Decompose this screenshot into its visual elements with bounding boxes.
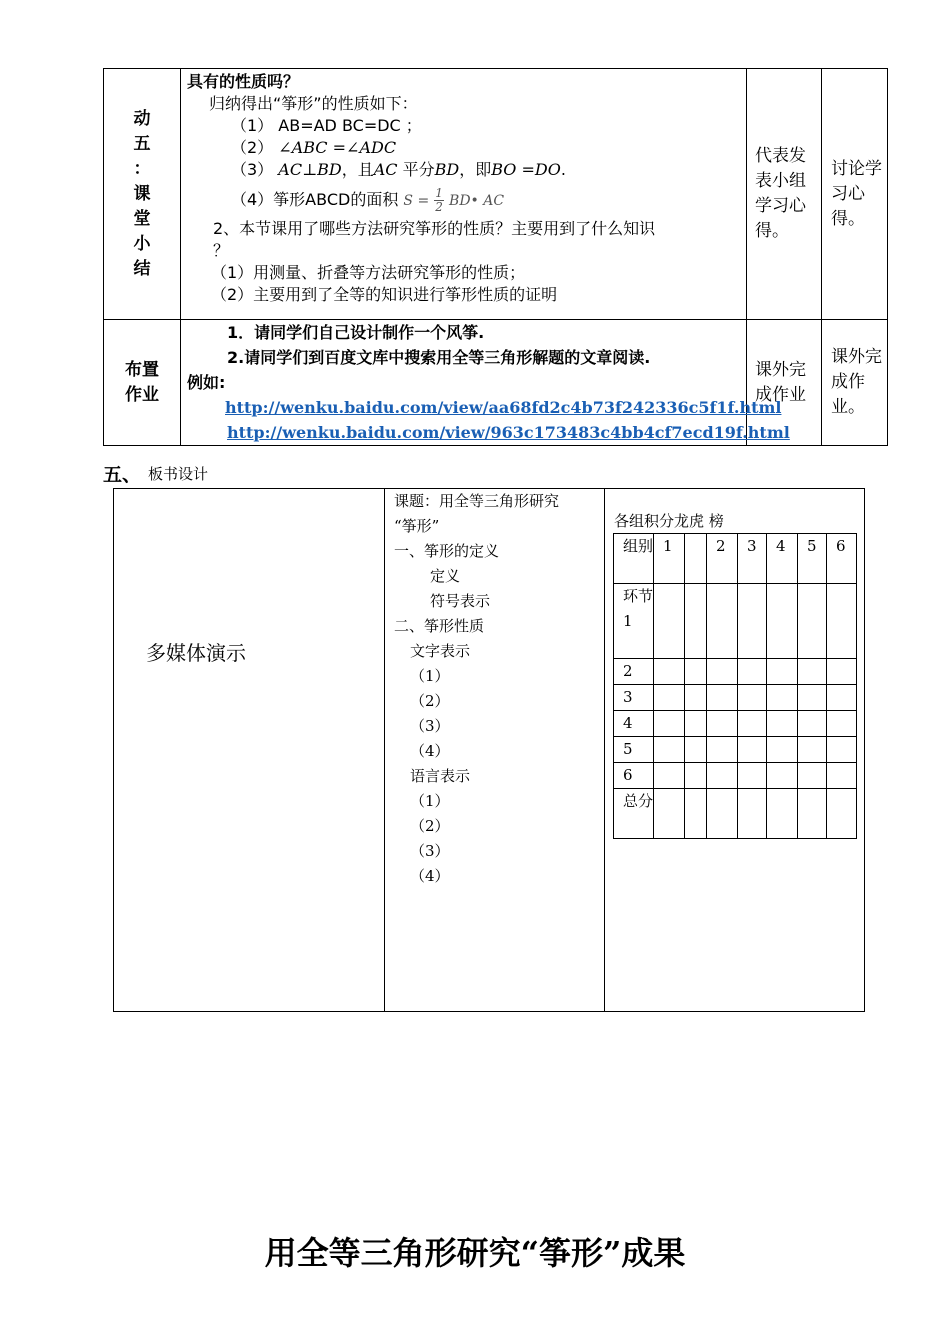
homework-item-2: 2.请同学们到百度文库中搜索用全等三角形解题的文章阅读. — [227, 348, 651, 367]
summary-line: 归纳得出“筝形”的性质如下： — [209, 94, 418, 113]
score-cell[interactable] — [707, 763, 738, 789]
summary-content-cell — [181, 69, 747, 320]
section-title: 板书设计 — [148, 465, 209, 483]
text-part: ，即 — [459, 160, 492, 179]
score-header-cell: 组别 — [614, 534, 654, 584]
board-column-outline — [385, 489, 605, 1011]
outline-line: 二、筝形性质 — [394, 617, 485, 635]
stage-char: 五 — [133, 133, 151, 154]
score-cell[interactable] — [767, 763, 798, 789]
score-header-cell: 3 — [738, 534, 767, 584]
score-row — [614, 711, 857, 737]
answer-1: （1）用测量、折叠等方法研究筝形的性质； — [211, 263, 526, 282]
score-cell[interactable] — [707, 659, 738, 685]
multimedia-label: 多媒体演示 — [146, 641, 246, 665]
wenku-link-1[interactable]: http://wenku.baidu.com/view/aa68fd2c4b73f242336c5f1f.html — [225, 398, 782, 417]
outline-line: （4） — [410, 867, 450, 885]
area-formula-rest: BD• AC — [449, 193, 505, 209]
score-cell[interactable] — [707, 685, 738, 711]
board-column-media — [114, 489, 385, 1011]
score-cell[interactable] — [654, 737, 685, 763]
score-cell[interactable] — [685, 711, 707, 737]
stage-char: ： — [133, 158, 151, 179]
score-cell[interactable] — [798, 659, 827, 685]
score-cell[interactable] — [798, 737, 827, 763]
outline-line: 一、筝形的定义 — [394, 542, 500, 560]
score-cell[interactable] — [798, 584, 827, 659]
stage-char: 课 — [133, 183, 151, 204]
score-cell[interactable] — [685, 659, 707, 685]
score-row — [614, 685, 857, 711]
property-3 — [187, 159, 746, 181]
score-row-label: 4 — [614, 711, 654, 737]
score-header-cell: 2 — [707, 534, 738, 584]
property-4 — [187, 183, 746, 218]
score-cell[interactable] — [738, 584, 767, 659]
score-cell[interactable] — [685, 584, 707, 659]
score-cell[interactable] — [827, 789, 857, 839]
wenku-link-2[interactable]: http://wenku.baidu.com/view/963c173483c4bb4cf7ecd19f.html — [227, 423, 790, 442]
score-cell[interactable] — [685, 763, 707, 789]
question-2: 2、本节课用了哪些方法研究筝形的性质？主要用到了什么知识 — [213, 219, 656, 238]
score-row-label: 2 — [614, 659, 654, 685]
score-cell[interactable] — [738, 737, 767, 763]
formula-part: BD — [434, 160, 460, 179]
outline-line: 定义 — [430, 567, 461, 585]
outline-line: 符号表示 — [430, 592, 491, 610]
score-cell[interactable] — [767, 737, 798, 763]
score-cell[interactable] — [707, 789, 738, 839]
score-cell[interactable] — [767, 659, 798, 685]
property-label: （2） — [231, 138, 274, 157]
area-formula-s: S = — [403, 193, 430, 209]
property-formula: ∠ABC =∠ADC — [278, 138, 397, 157]
score-cell[interactable] — [798, 711, 827, 737]
score-cell[interactable] — [827, 763, 857, 789]
next-section-title: 用全等三角形研究“筝形”成果 — [264, 1234, 686, 1272]
outline-line: （3） — [410, 717, 450, 735]
score-row — [614, 763, 857, 789]
score-cell[interactable] — [827, 737, 857, 763]
score-row-label: 5 — [614, 737, 654, 763]
stage-label: 作业 — [125, 384, 159, 405]
question-2-cont: ？ — [213, 241, 230, 260]
score-header-cell — [685, 534, 707, 584]
homework-stage-cell — [104, 320, 181, 446]
summary-row — [104, 69, 888, 320]
outline-line: 语言表示 — [410, 767, 471, 785]
score-cell[interactable] — [707, 584, 738, 659]
score-cell[interactable] — [738, 711, 767, 737]
board-outline — [394, 489, 559, 889]
score-row-total — [614, 789, 857, 839]
outline-line: （4） — [410, 742, 450, 760]
homework-example-label: 例如: — [187, 373, 226, 392]
score-cell[interactable] — [654, 584, 685, 659]
outline-line: （2） — [410, 692, 450, 710]
stage-char: 结 — [133, 258, 151, 279]
score-cell[interactable] — [738, 685, 767, 711]
score-header-cell: 4 — [767, 534, 798, 584]
score-cell[interactable] — [767, 711, 798, 737]
score-cell[interactable] — [767, 685, 798, 711]
answer-2: （2）主要用到了全等的知识进行筝形性质的证明 — [211, 285, 558, 304]
homework-row — [104, 320, 888, 446]
property-2 — [187, 137, 746, 159]
score-row-label: 环节1 — [614, 584, 654, 659]
outline-line: （1） — [410, 792, 450, 810]
score-cell[interactable] — [685, 737, 707, 763]
homework-item-1: 1．请同学们自己设计制作一个风筝. — [227, 323, 485, 342]
fraction — [434, 187, 444, 214]
formula-part: AC⊥BD — [278, 160, 342, 179]
outline-line: “筝形” — [394, 517, 440, 535]
score-row — [614, 584, 857, 659]
score-cell[interactable] — [798, 685, 827, 711]
text-part: 平分 — [397, 160, 435, 179]
score-header-cell: 6 — [827, 534, 857, 584]
score-row — [614, 737, 857, 763]
score-row-label: 3 — [614, 685, 654, 711]
score-cell[interactable] — [827, 685, 857, 711]
score-table — [613, 533, 857, 839]
summary-teacher-cell: 代表发表小组学习心得。 — [747, 69, 822, 320]
score-header-row — [614, 534, 857, 584]
outline-line: （3） — [410, 842, 450, 860]
score-cell[interactable] — [767, 789, 798, 839]
score-cell[interactable] — [654, 711, 685, 737]
section-number: 五、 — [103, 464, 142, 486]
score-cell[interactable] — [738, 659, 767, 685]
outline-line: 文字表示 — [410, 642, 471, 660]
score-cell[interactable] — [707, 737, 738, 763]
property-label: （3） — [231, 160, 274, 179]
score-row — [614, 659, 857, 685]
stage-char: 堂 — [133, 208, 151, 229]
score-cell[interactable] — [654, 789, 685, 839]
score-cell[interactable] — [827, 584, 857, 659]
lesson-table — [103, 68, 888, 446]
score-cell[interactable] — [827, 711, 857, 737]
stage-char: 小 — [133, 233, 151, 254]
text-part: . — [560, 160, 566, 179]
score-cell[interactable] — [767, 584, 798, 659]
fraction-numerator: 1 — [435, 186, 443, 200]
summary-line: 具有的性质吗？ — [187, 72, 300, 91]
text-part: ，且 — [341, 160, 374, 179]
fraction-denominator: 2 — [435, 200, 443, 214]
property-label: （4）筝形ABCD的面积 — [231, 190, 399, 209]
summary-stage-cell — [104, 69, 181, 320]
homework-student-cell: 课外完成作业。 — [822, 320, 888, 446]
summary-student-cell: 讨论学习心得。 — [822, 69, 888, 320]
score-cell[interactable] — [827, 659, 857, 685]
score-cell[interactable] — [798, 789, 827, 839]
formula-part: BO =DO — [491, 160, 561, 179]
homework-teacher-cell: 课外完成作业 — [747, 320, 822, 446]
outline-line: （1） — [410, 667, 450, 685]
stage-label: 布置 — [125, 359, 159, 380]
stage-char: 动 — [133, 108, 151, 129]
score-cell[interactable] — [707, 711, 738, 737]
property-1: （1） AB=AD BC=DC ； — [231, 116, 422, 135]
score-cell[interactable] — [654, 685, 685, 711]
outline-line: （2） — [410, 817, 450, 835]
score-row-label: 总分 — [614, 789, 654, 839]
score-cell[interactable] — [654, 659, 685, 685]
score-cell[interactable] — [798, 763, 827, 789]
score-row-label: 6 — [614, 763, 654, 789]
score-cell[interactable] — [685, 685, 707, 711]
score-cell[interactable] — [738, 763, 767, 789]
score-cell[interactable] — [654, 763, 685, 789]
score-header-cell: 1 — [654, 534, 685, 584]
score-cell[interactable] — [685, 789, 707, 839]
score-header-cell: 5 — [798, 534, 827, 584]
score-board-title: 各组积分龙虎 榜 — [614, 512, 724, 530]
outline-line: 课题：用全等三角形研究 — [394, 492, 560, 510]
formula-part: AC — [373, 160, 398, 179]
score-cell[interactable] — [738, 789, 767, 839]
